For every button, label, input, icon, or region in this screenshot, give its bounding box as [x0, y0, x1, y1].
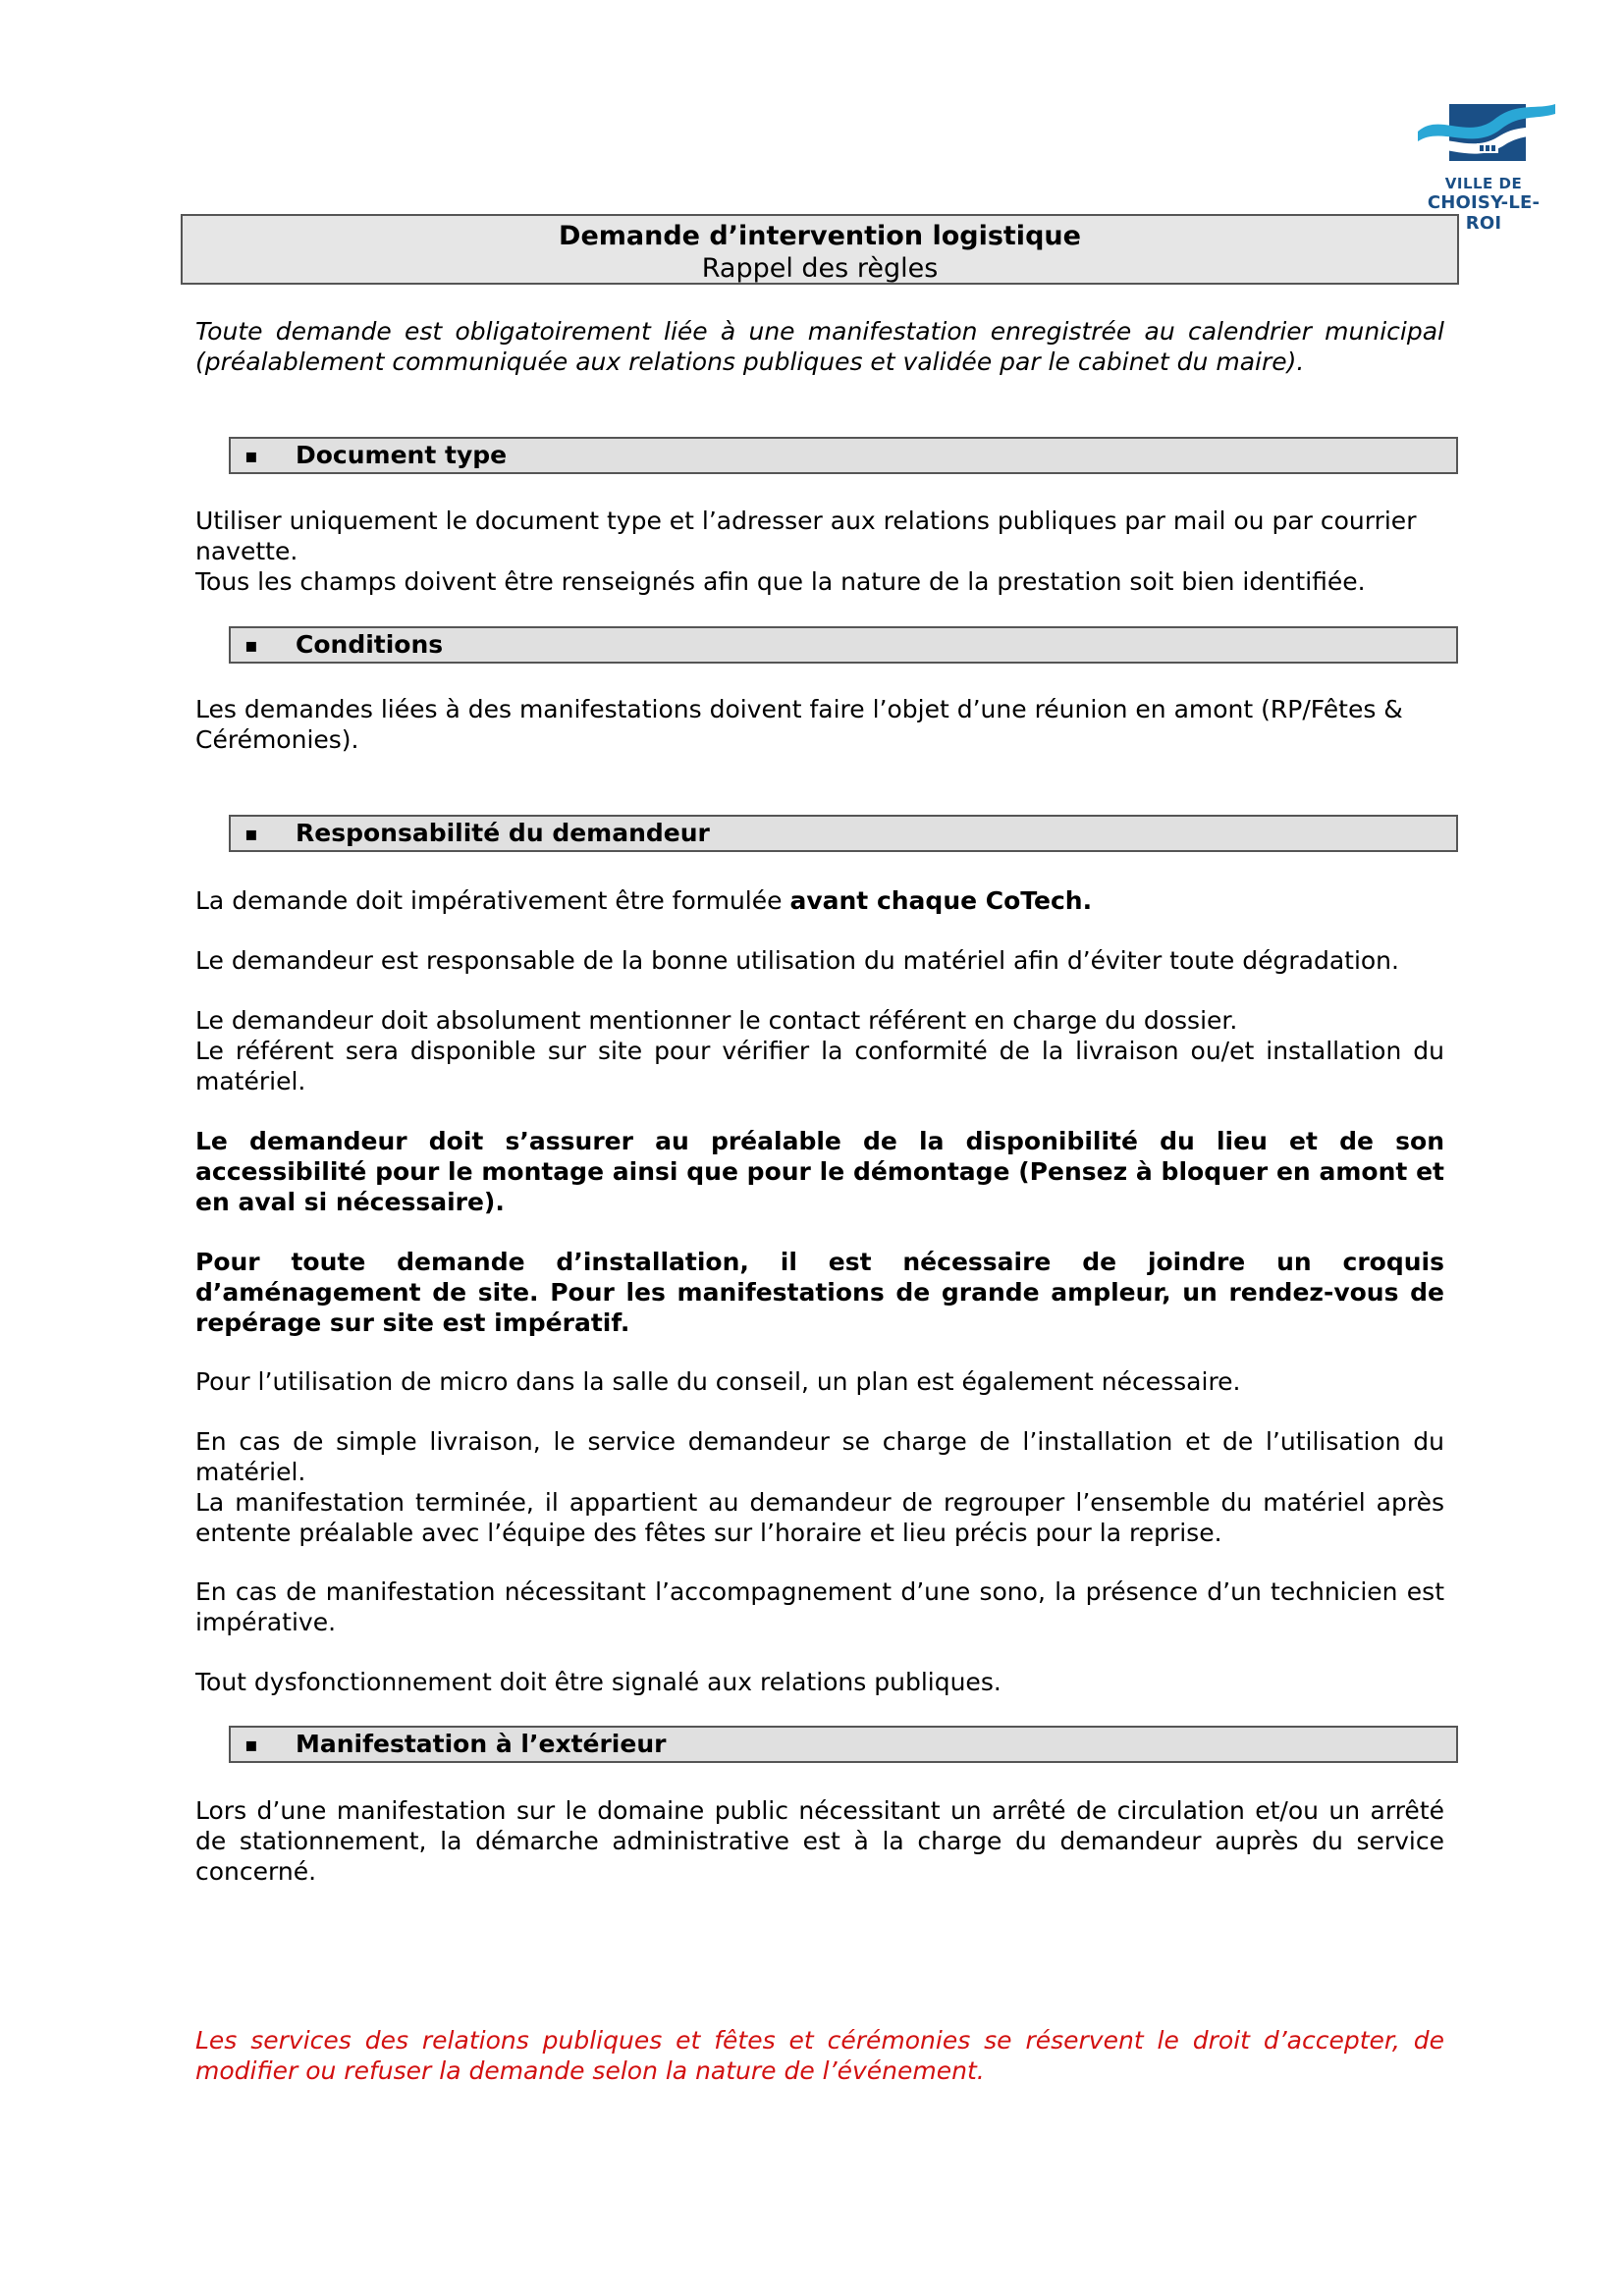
section-header-responsabilite: [229, 815, 1458, 852]
responsabilite-paragraph-reprise: La manifestation terminée, il appartient au demandeur de regrouper l’ensemble du matériel après entente préalable avec l’équipe des fêtes sur l’horaire et lieu précis pour la reprise.: [195, 1488, 1444, 1547]
responsabilite-paragraph-croquis: Pour toute demande d’installation, il est nécessaire de joindre un croquis d’aménagement de site. Pour les manifestations de grande ampleur, un rendez-vous de repérage sur site est impératif.: [195, 1248, 1444, 1337]
cotech-emphasis: avant chaque CoTech.: [789, 886, 1093, 915]
document-type-paragraph-1: Utiliser uniquement le document type et l’adresser aux relations publiques par mail ou par courrier navette.: [195, 507, 1417, 565]
section-bullet-icon: ▪: [244, 1733, 258, 1756]
exterieur-paragraph: Lors d’une manifestation sur le domaine public nécessitant un arrêté de circulation et/ou un arrêté de stationnement, la démarche administrative est à la charge du demandeur auprès du service concerné.: [195, 1796, 1444, 1886]
section-bullet-icon: ▪: [244, 633, 258, 657]
conditions-paragraph: Les demandes liées à des manifestations doivent faire l’objet d’une réunion en amont (RP/Fêtes & Cérémonies).: [195, 695, 1403, 754]
logo-text-city-name: CHOISY-LE-ROI: [1427, 192, 1541, 234]
section-title: Document type: [296, 441, 508, 469]
section-title: Responsabilité du demandeur: [296, 819, 710, 847]
responsabilite-paragraph-usage: Le demandeur est responsable de la bonne utilisation du matériel afin d’éviter toute dégradation.: [195, 946, 1399, 975]
responsabilite-paragraph-lieu: Le demandeur doit s’assurer au préalable de la disponibilité du lieu et de son accessibilité pour le montage ainsi que pour le démontage (Pensez à bloquer en amont et en aval si nécessaire).: [195, 1127, 1444, 1216]
section-header-manifestation-exterieur: [229, 1726, 1458, 1763]
document-title: Demande d’intervention logistique: [559, 221, 1081, 251]
responsabilite-paragraph-livraison: En cas de simple livraison, le service demandeur se charge de l’installation et de l’utilisation du matériel.: [195, 1427, 1444, 1486]
footer-note: Les services des relations publiques et fêtes et cérémonies se réservent le droit d’accepter, de modifier ou refuser la demande selon la nature de l’événement.: [195, 2026, 1444, 2085]
document-title-box: [181, 214, 1459, 285]
logo-emblem-icon: [1410, 98, 1557, 172]
document-subtitle: Rappel des règles: [701, 253, 939, 284]
section-title: Manifestation à l’extérieur: [296, 1730, 667, 1758]
logo-text-ville-de: VILLE DE: [1444, 175, 1523, 192]
cotech-text: La demande doit impérativement être formulée: [195, 886, 790, 915]
section-bullet-icon: ▪: [244, 822, 258, 845]
section-title: Conditions: [296, 630, 444, 659]
responsabilite-paragraph-cotech: [195, 885, 1444, 916]
section-bullet-icon: ▪: [244, 444, 258, 467]
responsabilite-paragraph-dysfonctionnement: Tout dysfonctionnement doit être signalé aux relations publiques.: [195, 1668, 1001, 1696]
responsabilite-paragraph-referent: Le demandeur doit absolument mentionner le contact référent en charge du dossier.: [195, 1006, 1238, 1035]
section-header-conditions: [229, 626, 1458, 664]
responsabilite-paragraph-sono: En cas de manifestation nécessitant l’accompagnement d’une sono, la présence d’un technicien est impérative.: [195, 1577, 1444, 1636]
intro-paragraph: Toute demande est obligatoirement liée à une manifestation enregistrée au calendrier municipal (préalablement communiquée aux relations publiques et validée par le cabinet du maire).: [195, 317, 1444, 376]
document-type-paragraph-2: Tous les champs doivent être renseignés afin que la nature de la prestation soit bien identifiée.: [195, 567, 1366, 596]
responsabilite-paragraph-referent-site: Le référent sera disponible sur site pour vérifier la conformité de la livraison ou/et installation du matériel.: [195, 1037, 1444, 1095]
responsabilite-paragraph-micro: Pour l’utilisation de micro dans la salle du conseil, un plan est également nécessaire.: [195, 1367, 1241, 1396]
section-header-document-type: [229, 437, 1458, 474]
city-logo: [1410, 98, 1557, 234]
